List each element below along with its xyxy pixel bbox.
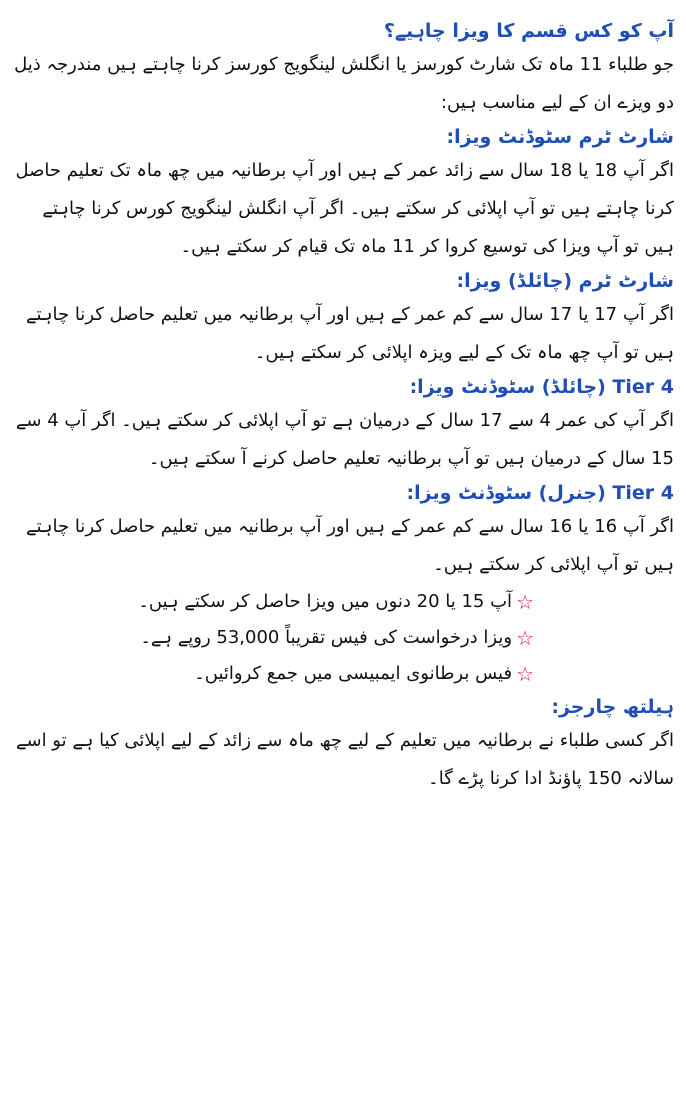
star-outline-icon: ☆	[516, 662, 534, 686]
health-charges-heading: ہیلتھ چارجز:	[551, 696, 674, 718]
short-term-student-text: اگر آپ 18 یا 18 سال سے زائد عمر کے ہیں اور آپ برطانیہ میں چھ ماہ تک تعلیم حاصل کرنا چاہتے ہیں تو آپ اپلائی کر سکتے ہیں۔ اگر آپ انگلش لینگویج کورس کرنا چاہتے ہیں تو آپ ویزا کی توسیع کروا کر 11 ماہ تک قیام کر سکتے ہیں۔	[15, 160, 674, 257]
star-outline-icon: ☆	[516, 626, 534, 650]
list-item-text: آپ 15 یا 20 دنوں میں ویزا حاصل کر سکتے ہیں۔	[138, 591, 513, 612]
list-item-text: فیس برطانوی ایمبیسی میں جمع کروائیں۔	[194, 663, 513, 684]
list-item	[12, 584, 534, 620]
intro-text: جو طلباء 11 ماہ تک شارٹ کورسز یا انگلش لینگویج کورسز کرنا چاہتے ہیں مندرجہ ذیل دو ویزے ان کے لیے مناسب ہیں:	[14, 54, 674, 113]
requirements-list	[12, 584, 674, 692]
list-item	[12, 656, 534, 692]
intro-heading: آپ کو کس قسم کا ویزا چاہیے؟	[383, 20, 674, 42]
tier4-general-heading: Tier 4 (جنرل) سٹوڈنٹ ویزا:	[406, 482, 674, 504]
short-term-student-heading: شارٹ ٹرم سٹوڈنٹ ویزا:	[446, 126, 674, 148]
short-term-child-text: اگر آپ 17 یا 17 سال سے کم عمر کے ہیں اور آپ برطانیہ میں تعلیم حاصل کرنا چاہتے ہیں تو آپ چھ ماہ تک کے لیے ویزہ اپلائی کر سکتے ہیں۔	[25, 304, 674, 363]
health-charges-text: اگر کسی طلباء نے برطانیہ میں تعلیم کے لیے چھ ماہ سے زائد کے لیے اپلائی کیا ہے تو اسے سالانہ 150 پاؤنڈ ادا کرنا پڑے گا۔	[15, 730, 674, 789]
tier4-child-text: اگر آپ کی عمر 4 سے 17 سال کے درمیان ہے تو آپ اپلائی کر سکتے ہیں۔ اگر آپ 4 سے 15 سال کے درمیان ہیں تو آپ برطانیہ تعلیم حاصل کرنے آ سکتے ہیں۔	[15, 410, 674, 469]
list-item-text: ویزا درخواست کی فیس تقریباً 53,000 روپے ہے۔	[140, 627, 513, 648]
short-term-child-heading: شارٹ ٹرم (چائلڈ) ویزا:	[456, 270, 674, 292]
star-outline-icon: ☆	[516, 590, 534, 614]
tier4-general-text: اگر آپ 16 یا 16 سال سے کم عمر کے ہیں اور آپ برطانیہ میں تعلیم حاصل کرنا چاہتے ہیں تو آپ اپلائی کر سکتے ہیں۔	[25, 516, 674, 575]
list-item	[12, 620, 534, 656]
tier4-child-heading: Tier 4 (چائلڈ) سٹوڈنٹ ویزا:	[409, 376, 674, 398]
